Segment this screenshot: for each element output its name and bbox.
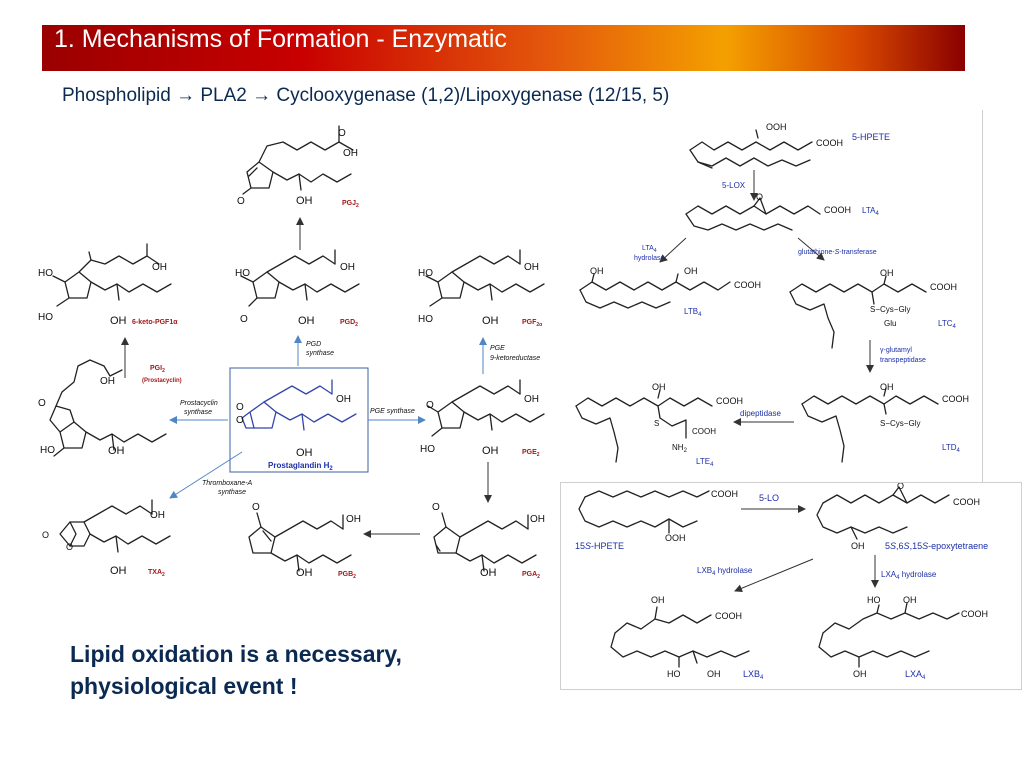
group-label: COOH (692, 427, 716, 436)
atom-label: OH (296, 567, 313, 579)
atom-label: OH (482, 315, 499, 327)
arrow-icon: → (252, 85, 272, 106)
group-label: OOH (766, 122, 787, 132)
molecule-6-keto-pgf1a (53, 244, 171, 306)
group-label: COOH (930, 282, 957, 292)
title-bar (42, 25, 965, 71)
group-label: S (654, 419, 660, 428)
enzyme-label-gamma-glutamyl-transpeptidase: transpeptidase (880, 357, 926, 364)
atom-label: O (38, 398, 46, 409)
molecule-15s-hpete (579, 491, 709, 533)
atom-label: HO (235, 268, 250, 279)
molecule-label-ltb4: $LTB_4$ (684, 307, 702, 318)
atom-label: OH (296, 195, 313, 207)
group-label: COOH (961, 609, 988, 619)
enzyme-label-lxa4-hydrolase: $LXA_4$ hydrolase (881, 570, 937, 581)
atom-label: OH (346, 514, 361, 525)
leukotriene-pathway-diagram (562, 110, 983, 482)
group-label: OH (853, 669, 867, 679)
atom-label: HO (38, 312, 53, 323)
group-label: OH (684, 266, 698, 276)
molecule-pgj2 (243, 126, 353, 194)
reaction-arrow (735, 559, 813, 591)
group-label: OH (707, 669, 721, 679)
molecule-label-pgf2a: $PGF_{2\alpha}$ (522, 319, 543, 328)
molecule-label-prostacyclin: (Prostacyclin) (142, 378, 182, 384)
subtitle-phospholipid: Phospholipid (62, 85, 171, 106)
molecule-label-5-hpete: 5-HPETE (852, 132, 891, 142)
enzyme-label-prostacyclin-synthase: synthase (184, 409, 213, 416)
atom-label: HO (420, 444, 435, 455)
molecule-label-lxb4: $LXB_4$ (743, 669, 764, 681)
enzyme-label-pge-9-ketoreductase: PGE (490, 345, 505, 352)
atom-label: OH (530, 514, 545, 525)
prostanoid-svg (30, 110, 560, 590)
atom-label: OH (100, 376, 115, 387)
group-label: COOH (824, 205, 851, 215)
molecule-label-epoxytetraene: 5S,6S,15S-epoxytetraene (885, 541, 989, 551)
atom-label: OH (298, 315, 315, 327)
atom-label: O (237, 196, 245, 207)
enzyme-label-pge-9-ketoreductase: 9-ketoreductase (490, 355, 541, 362)
group-label: S−Cys−Gly (880, 419, 921, 428)
atom-label: OH (296, 447, 313, 459)
atom-label: O (240, 314, 248, 325)
group-label: O (756, 192, 764, 202)
molecule-lte4 (576, 390, 712, 462)
molecule-pgd2 (241, 250, 359, 306)
molecule-epoxytetraene (817, 487, 949, 539)
molecule-ltb4 (580, 274, 730, 308)
group-label: OH (880, 382, 894, 392)
enzyme-label-5-lox: 5-LOX (722, 181, 746, 190)
group-label: S−Cys−Gly (870, 305, 911, 314)
enzyme-label-prostacyclin-synthase: Prostacyclin (180, 400, 218, 407)
molecule-label-lte4: $LTE_4$ (696, 457, 714, 468)
molecule-label-pga2: $PGA_2$ (522, 571, 540, 580)
atom-label: O (432, 502, 440, 513)
arrow-icon: → (176, 85, 196, 106)
group-label: COOH (816, 138, 843, 148)
atom-label: OH (480, 567, 497, 579)
molecule-5-hpete (690, 130, 812, 168)
group-label: O (897, 483, 905, 491)
group-label: OH (903, 595, 917, 605)
enzyme-label-thromboxane-a-synthase: Thromboxane-A (202, 480, 253, 487)
molecule-label-pge2: $PGE_2$ (522, 449, 540, 458)
enzyme-label-lta4-hydrolase: hydrolase (634, 255, 665, 262)
atom-label: OH (336, 394, 351, 405)
lipoxin-pathway-diagram (560, 482, 1022, 690)
atom-label: O (426, 400, 434, 411)
enzyme-label-lta4-hydrolase: $LTA_4$ (642, 245, 657, 254)
enzyme-label-thromboxane-a-synthase: synthase (218, 489, 247, 496)
group-label: OH (851, 541, 865, 551)
subtitle-pla2: PLA2 (200, 85, 247, 106)
enzyme-label-pge-synthase: PGE synthase (370, 408, 415, 415)
atom-label: OH (343, 148, 358, 159)
group-label: Glu (884, 319, 897, 328)
enzyme-label-pgd-synthase: synthase (306, 350, 335, 357)
molecule-pgb2 (249, 513, 351, 571)
molecule-pge2 (428, 380, 544, 436)
molecule-label-pgb2: $PGB_2$ (338, 571, 356, 580)
atom-label: OH (524, 394, 539, 405)
atom-label: O (66, 542, 74, 552)
group-label: HO (867, 595, 881, 605)
atom-label: OH (524, 262, 539, 273)
molecule-label-ltc4: $LTC_4$ (938, 319, 956, 330)
atom-label: OH (340, 262, 355, 273)
atom-label: OH (150, 510, 165, 521)
molecule-label-ltd4: $LTD_4$ (942, 443, 960, 454)
group-label: HO (667, 669, 681, 679)
conclusion-line: Lipid oxidation is a necessary, (70, 641, 402, 667)
atom-label: O (338, 128, 346, 139)
molecule-pgf2a (426, 250, 544, 306)
atom-label: O (236, 415, 244, 426)
group-label: COOH (715, 611, 742, 621)
atom-label: HO (38, 268, 53, 279)
atom-label: HO (40, 445, 55, 456)
atom-label: OH (110, 315, 127, 327)
atom-label: O (236, 402, 244, 413)
group-label: COOH (711, 489, 738, 499)
molecule-lxa4 (819, 603, 959, 667)
subtitle (62, 85, 669, 107)
molecule-label-pgj2: $PGJ_2$ (342, 200, 359, 209)
prostanoid-pathway-diagram (30, 110, 560, 590)
slide-title: 1. Mechanisms of Formation - Enzymatic (54, 25, 507, 53)
group-label: COOH (942, 394, 969, 404)
molecule-pga2 (434, 513, 536, 571)
atom-label: HO (418, 314, 433, 325)
group-label: OH (880, 268, 894, 278)
enzyme-label-glutathione-s-transferase: glutathione-S-transferase (798, 249, 877, 256)
atom-label: O (42, 530, 50, 540)
atom-label: O (252, 502, 260, 513)
enzyme-label-pgd-synthase: PGD (306, 341, 322, 348)
group-label: OH (652, 382, 666, 392)
molecule-label-15s-hpete: 15S-HPETE (575, 541, 625, 551)
molecule-label-prostaglandin-h2: Prostaglandin $H_2$ (268, 461, 333, 472)
group-label: COOH (734, 280, 761, 290)
group-label: OH (651, 595, 665, 605)
enzyme-label-dipeptidase: dipeptidase (740, 409, 781, 418)
atom-label: HO (418, 268, 433, 279)
leukotriene-svg (562, 110, 982, 482)
group-label: OOH (665, 533, 686, 543)
conclusion-text (70, 638, 490, 702)
conclusion-line: physiological event ! (70, 673, 298, 699)
enzyme-label-gamma-glutamyl-transpeptidase: γ-glutamyl (880, 347, 912, 354)
molecule-label-pgd2: $PGD_2$ (340, 319, 358, 328)
molecule-label-txa2: $TXA_2$ (148, 569, 165, 578)
molecule-txa2 (60, 500, 170, 552)
molecule-label-pgi2: $PGI_2$ (150, 365, 165, 374)
atom-label: OH (482, 445, 499, 457)
group-label: $NH_2$ (672, 443, 687, 454)
molecule-label-6-keto-pgf1a: 6-keto-PGF1α (132, 319, 178, 326)
molecule-label-lta4: $LTA_4$ (862, 206, 879, 217)
group-label: COOH (953, 497, 980, 507)
enzyme-label-5-lo: 5-LO (759, 493, 780, 503)
group-label: COOH (716, 396, 743, 406)
molecule-label-lxa4: $LXA_4$ (905, 669, 926, 681)
lipoxin-svg (561, 483, 1021, 689)
group-label: OH (590, 266, 604, 276)
enzyme-label-lxb4-hydrolase: $LXB_4$ hydrolase (697, 566, 753, 577)
atom-label: OH (108, 445, 125, 457)
molecule-lta4 (686, 198, 820, 230)
molecule-pgi2 (50, 360, 166, 456)
subtitle-enzymes: Cyclooxygenase (1,2)/Lipoxygenase (12/15, 5) (276, 85, 670, 106)
atom-label: OH (110, 565, 127, 577)
atom-label: OH (152, 262, 167, 273)
